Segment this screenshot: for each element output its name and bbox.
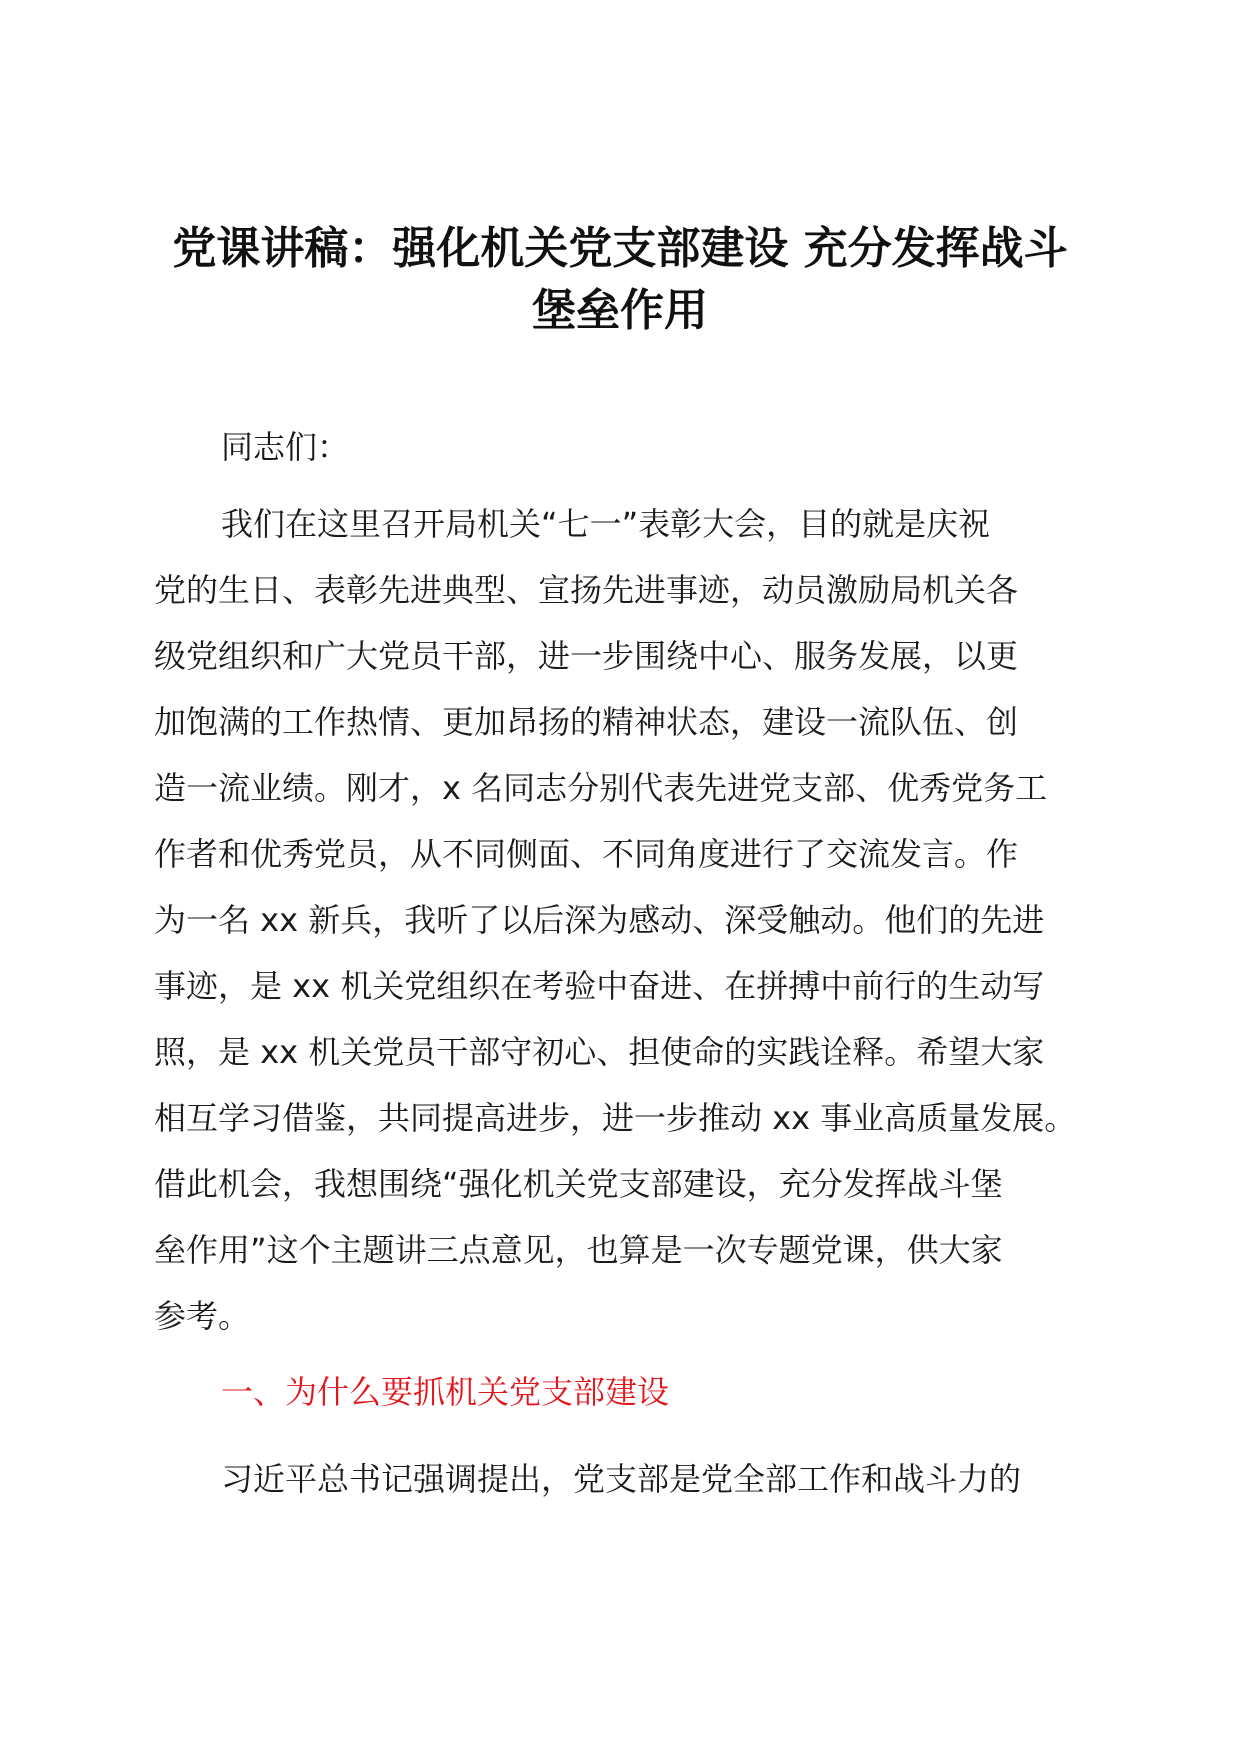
paragraph-section-1 (154, 1446, 1086, 1512)
section-heading-1 (154, 1359, 1086, 1425)
paragraph-line: 事迹，是 xx 机关党组织在考验中奋进、在拼搏中前行的生动写 (154, 967, 1045, 1005)
salutation (154, 414, 1086, 480)
title-line: 堡垒作用 (532, 285, 708, 336)
paragraph-line: 造一流业绩。刚才，x 名同志分别代表先进党支部、优秀党务工 (154, 769, 1048, 807)
paragraph-line: 垒作用”这个主题讲三点意见，也算是一次专题党课，供大家 (154, 1231, 1003, 1269)
paragraph-line: 党的生日、表彰先进典型、宣扬先进事迹，动员激励局机关各 (154, 571, 1019, 609)
paragraph-line: 习近平总书记强调提出，党支部是党全部工作和战斗力的 (221, 1460, 1022, 1498)
paragraph-line: 我们在这里召开局机关“七一”表彰大会，目的就是庆祝 (221, 505, 991, 543)
paragraph-line: 作者和优秀党员，从不同侧面、不同角度进行了交流发言。作 (154, 835, 1019, 873)
paragraph-line: 相互学习借鉴，共同提高进步，进一步推动 xx 事业高质量发展。 (154, 1099, 1077, 1137)
paragraph-line: 照，是 xx 机关党员干部守初心、担使命的实践诠释。希望大家 (154, 1033, 1045, 1071)
paragraph-intro (154, 491, 1086, 1349)
paragraph-line: 加饱满的工作热情、更加昂扬的精神状态，建设一流队伍、创 (154, 703, 1019, 741)
title-line: 党课讲稿：强化机关党支部建设 充分发挥战斗 (172, 223, 1068, 274)
salutation-text: 同志们： (221, 428, 350, 466)
paragraph-line: 为一名 xx 新兵，我听了以后深为感动、深受触动。他们的先进 (154, 901, 1045, 939)
section-heading-text: 一、为什么要抓机关党支部建设 (221, 1373, 670, 1411)
paragraph-line: 级党组织和广大党员干部，进一步围绕中心、服务发展，以更 (154, 637, 1019, 675)
paragraph-line: 借此机会，我想围绕“强化机关党支部建设，充分发挥战斗堡 (154, 1165, 1003, 1203)
paragraph-line: 参考。 (154, 1297, 251, 1335)
document-title (140, 218, 1100, 342)
